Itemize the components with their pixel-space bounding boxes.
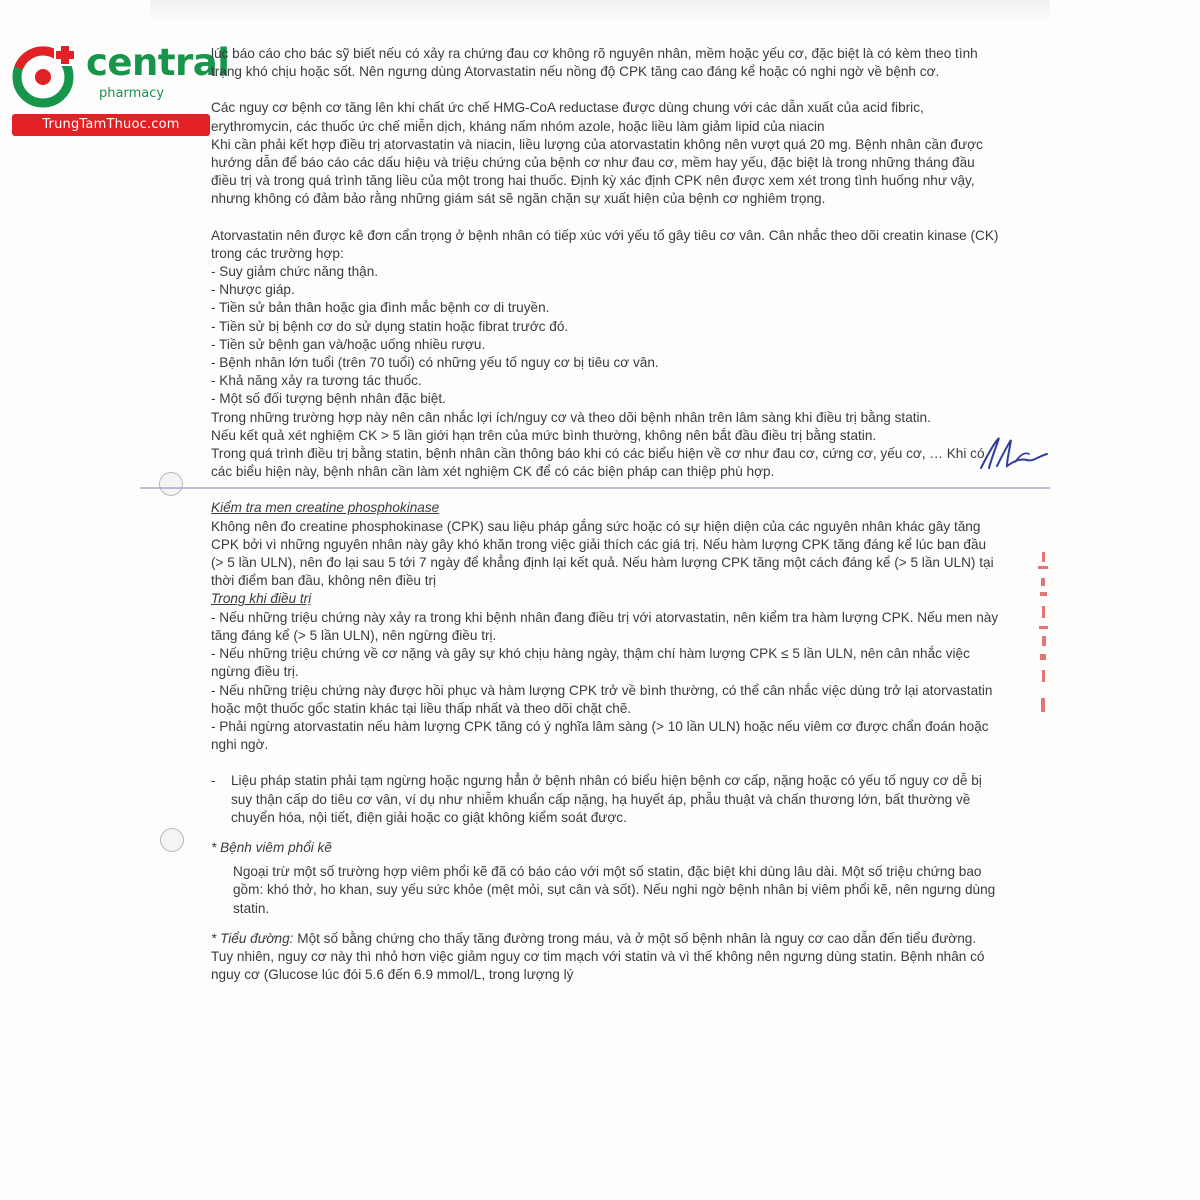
- list-item: - Tiền sử bệnh gan và/hoặc uống nhiều rượu.: [211, 336, 486, 352]
- paragraph-interstitial-lung-disease: Ngoại trừ một số trường hợp viêm phổi kẽ đã có báo cáo với một số statin, đặc biệt khi dùng lâu dài. Một số triệu chứng bao gồm: khó thở, ho khan, suy yếu sức khỏe (mệt mỏi, sụt cân và sốt). Nếu nghi ngờ bệnh nhân bị viêm phổi kẽ, nên ngưng dùng statin.: [233, 864, 996, 916]
- signature-icon: [975, 432, 1055, 474]
- list-item: - Tiền sử bị bệnh cơ do sử dụng statin hoặc fibrat trước đó.: [211, 318, 569, 334]
- list-item: - Nếu những triệu chứng về cơ nặng và gây sự khó chịu hàng ngày, thậm chí hàm lượng CPK ≤ 5 lần ULN, nên cân nhắc việc ngừng điều trị.: [211, 646, 970, 680]
- document-body: [211, 45, 999, 984]
- paragraph-niacin-combination: Khi cần phải kết hợp điều trị atorvastatin và niacin, liều lượng của atorvastatin không nên vượt quá 20 mg. Bệnh nhân cần được hướng dẫn để báo cáo các dấu hiệu và triệu chứng của bệnh cơ như đau cơ, mềm hay yếu, đặc biệt là trong những tháng đầu điều trị và trong quá trình tăng liều của một trong hai thuốc. Định kỳ xác định CPK nên được xem xét trong tình huống như vậy, nhưng không có đảm bảo rằng những giám sát sẽ ngăn chặn sự xuất hiện của bệnh cơ nghiêm trọng.: [211, 136, 983, 207]
- paragraph-cpk-warning: lúc báo cáo cho bác sỹ biết nếu có xảy ra chứng đau cơ không rõ nguyên nhân, mềm hoặc yếu cơ, đặc biệt là có kèm theo tình trạng khó chịu hoặc sốt. Nên ngưng dùng Atorvastatin nếu nồng độ CPK tăng cao đáng kể hoặc có nghi ngờ về bệnh cơ.: [211, 46, 978, 80]
- list-item: - Khả năng xảy ra tương tác thuốc.: [211, 373, 422, 389]
- list-item: - Nếu những triệu chứng này xảy ra trong khi bệnh nhân đang điều trị với atorvastatin, nên kiểm tra hàm lượng CPK. Nếu men này tăng đáng kể (> 5 lần ULN), nên ngừng điều trị.: [211, 609, 999, 643]
- pharmacy-cross-icon: [10, 40, 80, 110]
- paragraph-ck-threshold: Nếu kết quả xét nghiệm CK > 5 lần giới hạn trên của mức bình thường, không nên bắt đầu điều trị bằng statin.: [211, 427, 877, 443]
- scan-line: [140, 487, 1050, 489]
- list-item: - Một số đối tượng bệnh nhân đặc biệt.: [211, 391, 446, 407]
- punch-hole: [159, 472, 183, 496]
- risk-factor-list: [211, 263, 999, 409]
- heading-interstitial-lung-disease: * Bệnh viêm phổi kẽ: [211, 839, 332, 855]
- list-item: - Suy giảm chức năng thận.: [211, 264, 379, 280]
- paragraph-cpk-measurement: Không nên đo creatine phosphokinase (CPK) sau liệu pháp gắng sức hoặc có sự hiện diện của các nguyên nhân khác gây tăng CPK bởi vì những nguyên nhân này gây khó khăn trong việc giải thích các giá trị. Nếu hàm lượng CPK tăng đáng kể lúc ban đầu (> 5 lần ULN), nên đo lại sau 5 tới 7 ngày để khẳng định lại kết quả. Nếu hàm lượng CPK tăng một cách đáng kể (> 5 lần ULN) tại thời điểm ban đầu, không nên điều trị: [211, 518, 994, 589]
- paragraph-diabetes: [211, 930, 999, 985]
- central-pharmacy-logo: [10, 36, 230, 136]
- logo-subtitle: pharmacy: [99, 86, 165, 101]
- bullet-dash: -: [211, 773, 216, 789]
- paragraph-muscle-symptoms: Trong quá trình điều trị bằng statin, bệnh nhân cần thông báo khi có các biểu hiện về cơ như đau cơ, cứng cơ, yếu cơ, … Khi có các biểu hiện này, bệnh nhân cần làm xét nghiệm CK để có các biện pháp can thiệp phù hợp.: [211, 446, 985, 480]
- list-item: - Nếu những triệu chứng này được hồi phục và hàm lượng CPK trở về bình thường, có thể cân nhắc việc dùng trở lại atorvastatin hoặc một thuốc gốc statin khác tại liều thấp nhất và theo dõi chặt chẽ.: [211, 682, 993, 716]
- list-item: - Bệnh nhân lớn tuổi (trên 70 tuổi) có những yếu tố nguy cơ bị tiêu cơ vân.: [211, 355, 659, 371]
- logo-website-bar: TrungTamThuoc.com: [12, 114, 210, 136]
- paragraph-statin-suspension: [211, 772, 999, 827]
- paragraph-rhabdomyolysis-caution: Atorvastatin nên được kê đơn cẩn trọng ở bệnh nhân có tiếp xúc với yếu tố gây tiêu cơ vân. Cân nhắc theo dõi creatin kinase (CK) trong các trường hợp:: [211, 227, 999, 261]
- heading-during-treatment: Trong khi điều trị: [211, 591, 312, 607]
- logo-brand-name: central: [86, 41, 230, 84]
- list-item: - Phải ngừng atorvastatin nếu hàm lượng CPK tăng có ý nghĩa lâm sàng (> 10 lần ULN) hoặc nếu viêm cơ được chẩn đoán hoặc nghi ngờ.: [211, 718, 989, 753]
- red-stamp-marks-icon: [1028, 548, 1068, 728]
- punch-hole: [160, 828, 184, 852]
- list-item: - Nhược giáp.: [211, 282, 295, 298]
- diabetes-text: Một số bằng chứng cho thấy tăng đường trong máu, và ở một số bệnh nhân là nguy cơ cao dẫn đến tiểu đường. Tuy nhiên, nguy cơ này thì nhỏ hơn việc giảm nguy cơ tim mạch với statin và vì thế không nên ngưng dùng statin. Bệnh nhân có nguy cơ (Glucose lúc đói 5.6 đến 6.9 mmol/L, trong lượng lý: [211, 930, 985, 983]
- paragraph-myopathy-risk: Các nguy cơ bệnh cơ tăng lên khi chất ức chế HMG-CoA reductase được dùng chung với các dẫn xuất của acid fibric, erythromycin, các thuốc ức chế miễn dịch, kháng nấm nhóm azole, hoặc liều làm giảm lipid của niacin: [211, 100, 924, 134]
- list-item: - Tiền sử bản thân hoặc gia đình mắc bệnh cơ di truyền.: [211, 300, 550, 316]
- treatment-list: [211, 609, 999, 755]
- scan-header-residue: [150, 0, 1050, 22]
- paragraph-benefit-risk: Trong những trường hợp này nên cân nhắc lợi ích/nguy cơ và theo dõi bệnh nhân trên lâm sàng khi điều trị bằng statin.: [211, 409, 931, 425]
- diabetes-label: * Tiểu đường:: [211, 930, 294, 946]
- heading-cpk-check: Kiểm tra men creatine phosphokinase: [211, 500, 440, 516]
- statin-suspension-text: Liệu pháp statin phải tạm ngừng hoặc ngưng hẳn ở bệnh nhân có biểu hiện bệnh cơ cấp, nặng hoặc có yếu tố nguy cơ dễ bị suy thận cấp do tiêu cơ vân, ví dụ như nhiễm khuẩn cấp nặng, hạ huyết áp, phẫu thuật và chấn thương lớn, bất thường về chuyển hóa, nội tiết, điện giải hoặc co giật không kiểm soát được.: [231, 773, 982, 825]
